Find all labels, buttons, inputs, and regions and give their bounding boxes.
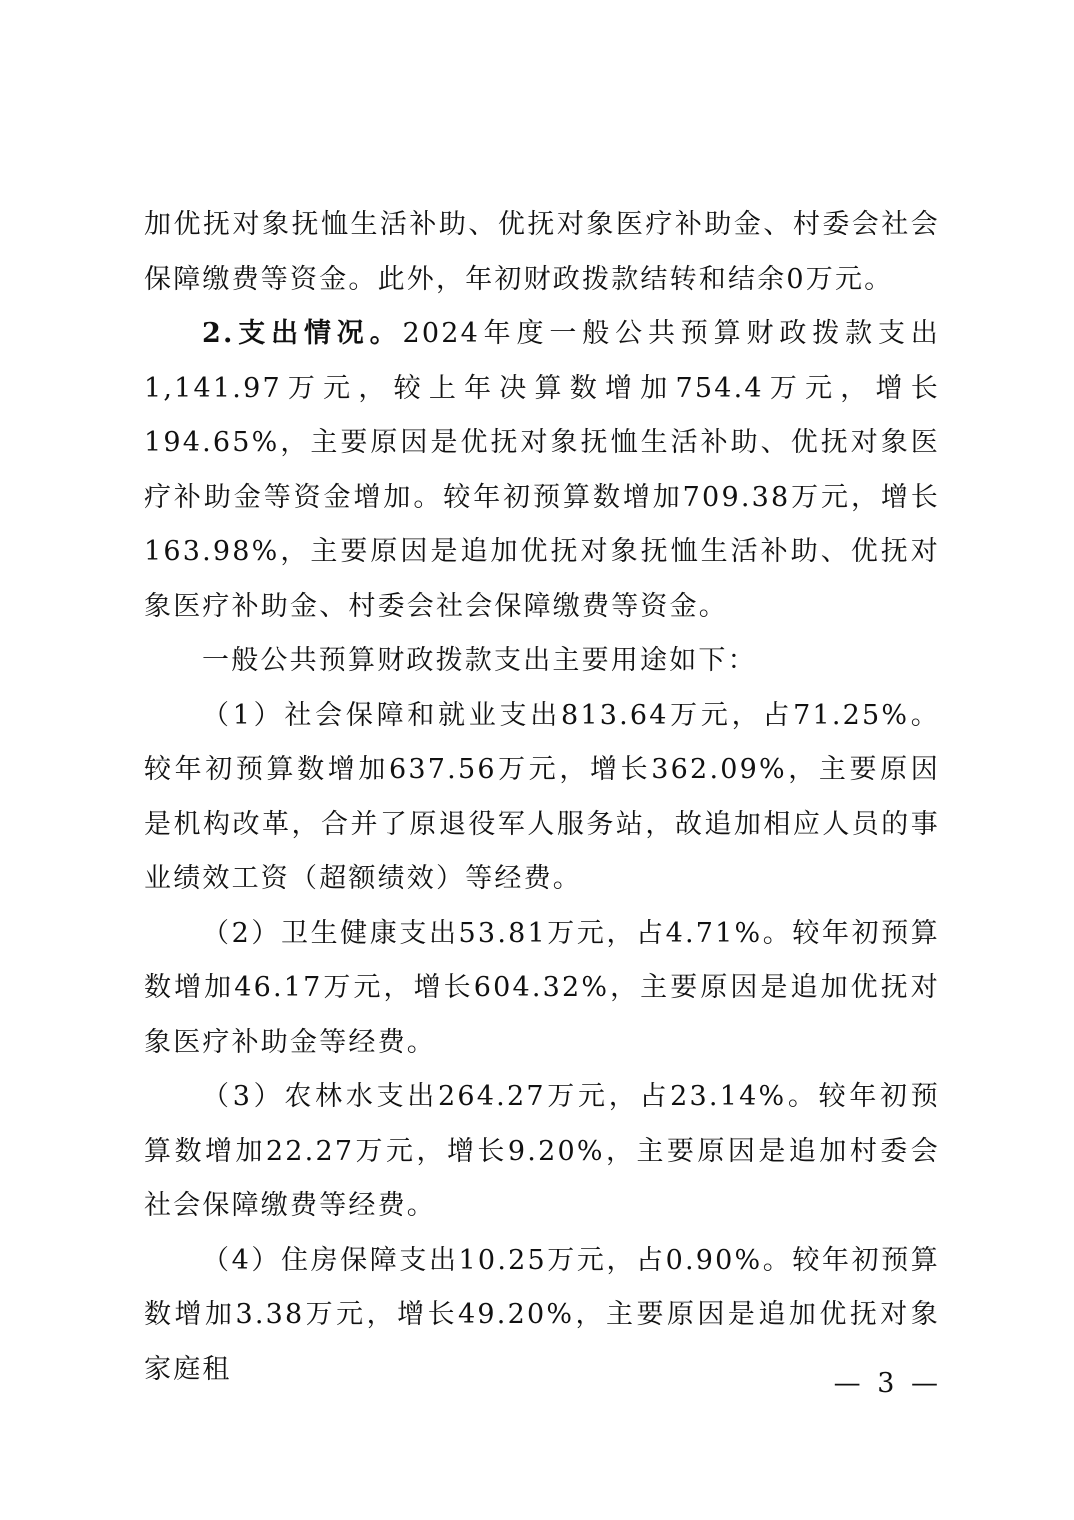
paragraph-item-4 — [144, 1234, 940, 1398]
paragraph-text: （4）住房保障支出10.25万元，占0.90%。较年初预算数增加3.38万元，增长49.20%，主要原因是追加优抚对象家庭租 — [144, 1244, 940, 1385]
paragraph-item-3 — [144, 1070, 940, 1234]
paragraph-item-1 — [144, 689, 940, 907]
paragraph-expenditure-overview — [144, 307, 940, 634]
paragraph-text: 加优抚对象抚恤生活补助、优抚对象医疗补助金、村委会社会保障缴费等资金。此外，年初财政拨款结转和结余0万元。 — [144, 209, 940, 295]
paragraph-text: （2）卫生健康支出53.81万元，占4.71%。较年初预算数增加46.17万元，增长604.32%，主要原因是追加优抚对象医疗补助金等经费。 — [144, 917, 940, 1058]
page-number: — 3 — — [833, 1368, 942, 1399]
paragraph-item-2 — [144, 907, 940, 1071]
paragraph-text: 2024年度一般公共预算财政拨款支出1,141.97万元，较上年决算数增加754.4万元，增长194.65%，主要原因是优抚对象抚恤生活补助、优抚对象医疗补助金等资金增加。较年初预算数增加709.38万元，增长163.98%，主要原因是追加优抚对象抚恤生活补助、优抚对象医疗补助金、村委会社会保障缴费等资金。 — [144, 318, 940, 622]
paragraph-text: （1）社会保障和就业支出813.64万元，占71.25%。较年初预算数增加637.56万元，增长362.09%，主要原因是机构改革，合并了原退役军人服务站，故追加相应人员的事业绩效工资（超额绩效）等经费。 — [144, 699, 940, 894]
paragraph-continuation — [144, 198, 940, 307]
paragraph-text: 一般公共预算财政拨款支出主要用途如下： — [202, 645, 757, 676]
paragraph-uses-intro — [144, 634, 940, 689]
section-heading: 2.支出情况。 — [202, 318, 403, 349]
body-text — [144, 198, 940, 1397]
paragraph-text: （3）农林水支出264.27万元，占23.14%。较年初预算数增加22.27万元，增长9.20%，主要原因是追加村委会社会保障缴费等经费。 — [144, 1081, 940, 1221]
